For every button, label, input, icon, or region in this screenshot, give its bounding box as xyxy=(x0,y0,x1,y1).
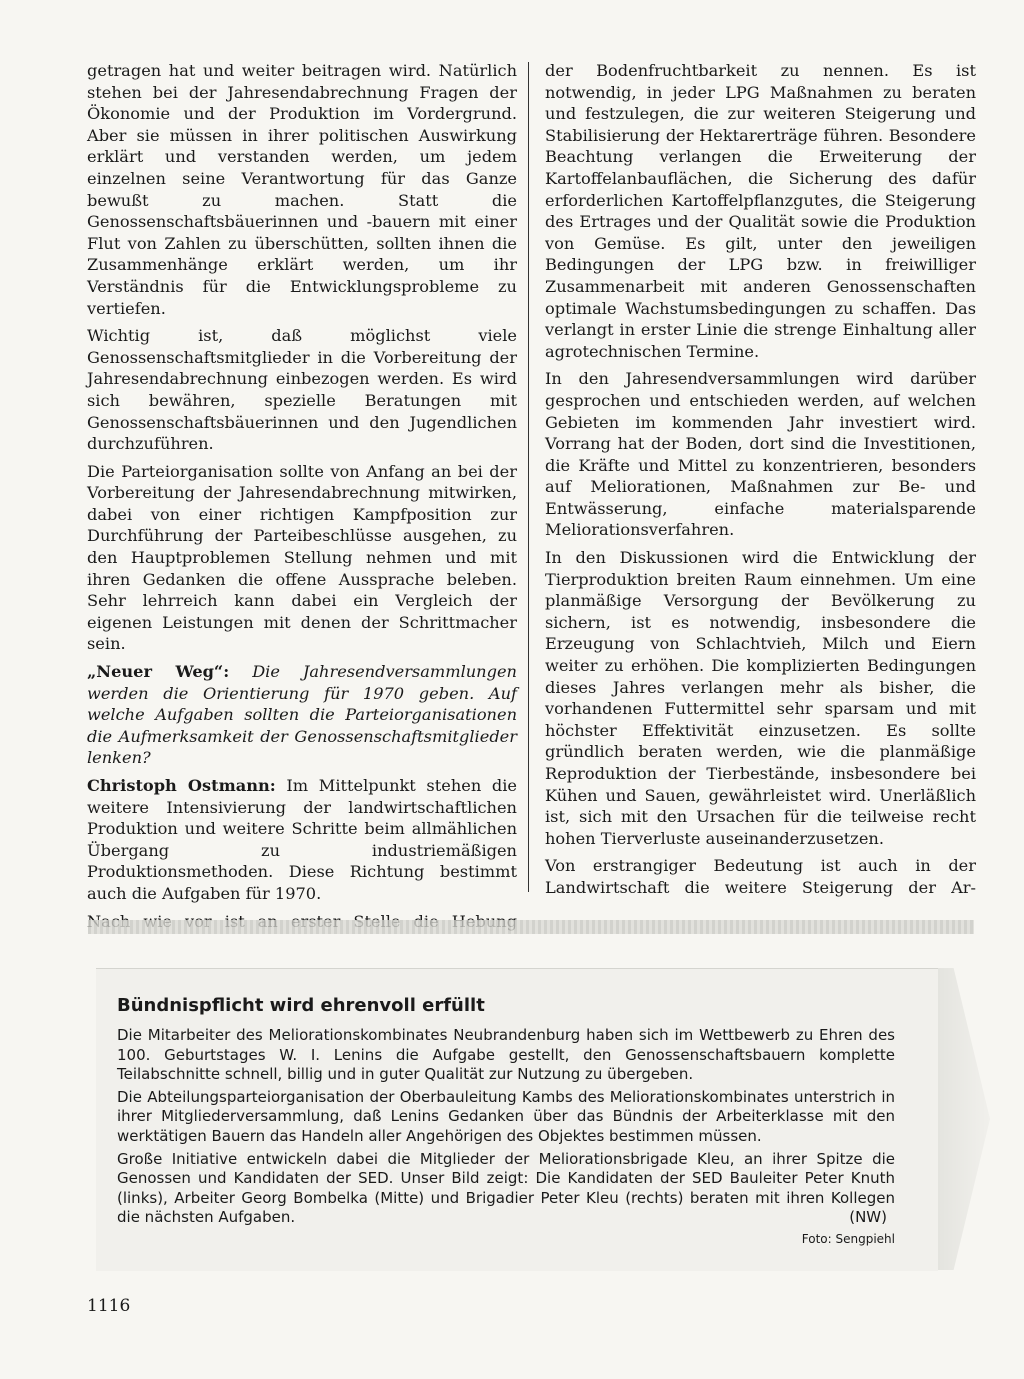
question-text: Die Jahresendversammlungen werden die Orientierung für 1970 geben. Auf welche Aufgaben sollten die Parteiorganisationen die Aufmerksamkeit der Genossenschaftsmitglieder lenken? xyxy=(87,662,517,768)
box-title: Bündnispflicht wird ehrenvoll erfüllt xyxy=(117,995,485,1016)
paragraph: der Bodenfruchtbarkeit zu nennen. Es ist notwendig, in jeder LPG Maßnahmen zu beraten und festzulegen, die zur weiteren Steigerung und Stabilisierung der Hektarerträge führen. Besondere Beachtung verlangen die Erweiterung der Kartoffelanbauflächen, die Sicherung des dafür erforderlichen Kartoffelpflanzgutes, die Steigerung des Ertrages und der Qualität sowie die Produktion von Gemüse. Es gilt, unter den jeweiligen Bedingungen der LPG bzw. in freiwilliger Zusammenarbeit mit anderen Genossenschaften optimale Wachstumsbedingungen zu schaffen. Das verlangt in erster Linie die strenge Einhaltung aller agrotechnischen Termine. xyxy=(545,61,976,361)
paragraph: Von erstrangiger Bedeutung ist auch in der Landwirtschaft die weitere Steigerung der Ar- xyxy=(545,856,976,897)
box-signature: (NW) xyxy=(849,1208,887,1227)
paragraph: getragen hat und weiter beitragen wird. Natürlich stehen bei der Jahresendabrechnung Fragen der Ökonomie und der Produktion im Vordergrund. Aber sie müssen in ihrer politischen Auswirkung erklärt und verstanden werden, um jedem einzelnen seine Verantwortung für das Ganze bewußt zu machen. Statt die Genossenschaftsbäuerinnen und -bauern mit einer Flut von Zahlen zu überschütten, sollten ihnen die Zusammenhänge erklärt werden, um ihr Verständnis für die Entwicklungsprobleme zu vertiefen. xyxy=(87,61,517,318)
answer-speaker: Christoph Ostmann: xyxy=(87,776,276,795)
paragraph: In den Jahresendversammlungen wird darüber gesprochen und entschieden werden, auf welchen Gebieten im kommenden Jahr investiert wird. Vorrang hat der Boden, dort sind die Investitionen, die Kräfte und Mittel zu konzentrieren, besonders auf Meliorationen, Maßnahmen zur Be- und Entwässerung, einfache materialsparende Meliorationsverfahren. xyxy=(545,369,976,540)
answer-text: Im Mittelpunkt stehen die weitere Intensivierung der landwirtschaftlichen Produktion und weitere Schritte beim allmählichen Übergang zu industriemäßigen Produktionsmethoden. Diese Richtung bestimmt auch die Aufgaben für 1970. xyxy=(87,776,518,903)
box-paragraph: Die Abteilungsparteiorganisation der Oberbauleitung Kambs des Meliorationskombinates unterstrich in ihrer Mitgliederversammlung, daß Lenins Gedanken über das Bündnis der Arbeiterklasse mit den werktätigen Bauern das Handeln aller Angehörigen des Objektes bestimmen müssen. xyxy=(117,1087,895,1145)
interview-question xyxy=(87,661,517,769)
box-paragraph-text: Große Initiative entwickeln dabei die Mitglieder der Meliorationsbrigade Kleu, an ihrer Spitze die Genossen und Kandidaten der SED. Unser Bild zeigt: Die Kandidaten der SED Bauleiter Peter Knuth (links), Arbeiter Georg Bombelka (Mitte) und Brigadier Peter Kleu (rechts) beraten mit ihren Kollegen die nächsten Aufgaben. xyxy=(117,1149,895,1227)
photo-edge-band xyxy=(88,920,974,934)
box-arrow-shape xyxy=(938,968,990,1270)
left-column xyxy=(87,60,517,938)
column-divider xyxy=(528,62,529,892)
paragraph: Die Parteiorganisation sollte von Anfang an bei der Vorbereitung der Jahresendabrechnung mitwirken, dabei von einer richtigen Kampfposition zur Durchführung der Parteibeschlüsse ausgehen, zu den Hauptproblemen Stellung nehmen und mit ihren Gedanken die offene Aussprache beleben. Sehr lehrreich kann dabei ein Vergleich der eigenen Leistungen mit denen der Schrittmacher sein. xyxy=(87,461,517,654)
right-column xyxy=(545,60,976,905)
interview-answer xyxy=(87,775,517,905)
info-box-content xyxy=(117,994,895,1247)
paragraph: Wichtig ist, daß möglichst viele Genossenschaftsmitglieder in die Vorbereitung der Jahresendabrechnung einbezogen werden. Es wird sich bewähren, spezielle Beratungen mit Genossenschaftsbäuerinnen und den Jugendlichen durchzuführen. xyxy=(87,326,517,454)
page-number: 1116 xyxy=(87,1296,131,1316)
box-paragraph: Die Mitarbeiter des Meliorationskombinates Neubrandenburg haben sich im Wettbewerb zu Ehren des 100. Geburtstages W. I. Lenins die Aufgabe gestellt, den Genossenschaftsbauern komplette Teilabschnitte schnell, billig und in guter Qualität zur Nutzung zu übergeben. xyxy=(117,1026,895,1084)
question-speaker: „Neuer Weg“: xyxy=(87,662,230,682)
photo-credit: Foto: Sengpiehl xyxy=(801,1231,895,1246)
paragraph: In den Diskussionen wird die Entwicklung der Tierproduktion breiten Raum einnehmen. Um eine planmäßige Versorgung der Bevölkerung zu sichern, ist es notwendig, insbesondere die Erzeugung von Schlachtvieh, Milch und Eiern weiter zu erhöhen. Die komplizierten Bedingungen dieses Jahres verlangen mehr als bisher, die vorhandenen Futtermittel sehr sparsam und mit höchster Effektivität einzusetzen. Es sollte gründlich beraten werden, wie die planmäßige Reproduktion der Tierbestände, insbesondere bei Kühen und Sauen, gewährleistet wird. Unerläßlich ist, sich mit den Ursachen für die teilweise recht hohen Tierverluste auseinanderzusetzen. xyxy=(545,548,976,848)
box-paragraph xyxy=(117,1150,895,1228)
